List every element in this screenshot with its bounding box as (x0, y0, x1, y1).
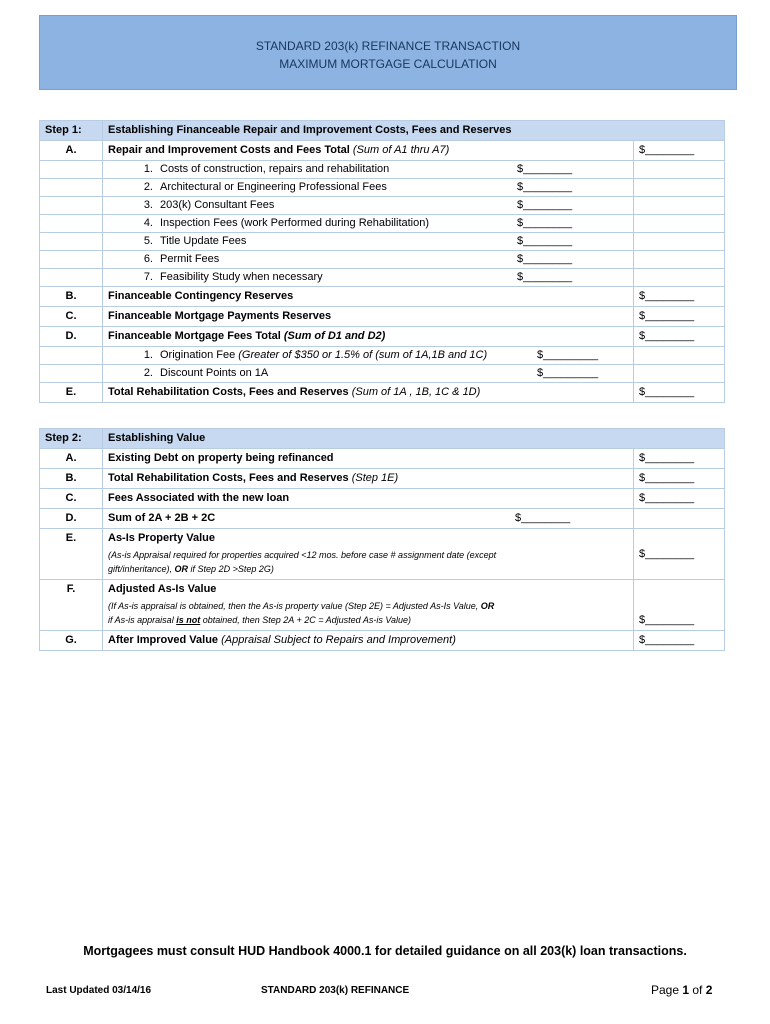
a-items-list (40, 161, 725, 287)
step-title: Establishing Value (103, 429, 725, 449)
row-label: As-Is Property Value (As-is Appraisal required for properties acquired <12 mos. before case # assignment date (except gift/inheritance), OR if Step 2D >Step 2G) (103, 529, 634, 580)
row-label: Financeable Mortgage Payments Reserves (103, 307, 634, 327)
amount-field[interactable]: $_________ (537, 367, 599, 379)
amount-field[interactable]: $________ (517, 163, 573, 175)
list-item (40, 161, 725, 179)
sub-item (103, 251, 634, 269)
header-title: STANDARD 203(k) REFINANCE TRANSACTION (255, 39, 521, 53)
row-letter: E. (40, 529, 103, 580)
item-number: 2. (143, 181, 153, 193)
step2-header-row (40, 429, 725, 449)
step-label: Step 2: (40, 429, 103, 449)
empty-cell (40, 215, 103, 233)
row-letter: G. (40, 631, 103, 651)
table-row (40, 383, 725, 403)
empty-cell (634, 197, 725, 215)
page-number: Page 1 of 2 (651, 983, 713, 997)
amount-field[interactable]: $________ (634, 469, 725, 489)
amount-field[interactable]: $________ (517, 199, 573, 211)
footer-doc-name: STANDARD 203(k) REFINANCE (261, 985, 410, 996)
empty-cell (40, 233, 103, 251)
d-items-list (40, 347, 725, 383)
row-letter: B. (40, 287, 103, 307)
row-label: Adjusted As-Is Value (If As-is appraisal is obtained, then the As-is property value (Step 2E) = Adjusted As-Is Value, OR if As-is appraisal is not obtained, then Step 2A + 2C = Adjusted As-is Value) (103, 580, 634, 631)
header-subtitle: MAXIMUM MORTGAGE CALCULATION (279, 57, 497, 71)
table-row (40, 327, 725, 347)
amount-field[interactable]: $________ (634, 489, 725, 509)
sub-item (103, 365, 634, 383)
item-label: 203(k) Consultant Fees (160, 199, 275, 211)
empty-cell (40, 251, 103, 269)
table-row (40, 580, 725, 631)
row-label: Total Rehabilitation Costs, Fees and Reserves (Step 1E) (103, 469, 634, 489)
row-label: After Improved Value (Appraisal Subject to Repairs and Improvement) (103, 631, 634, 651)
empty-cell (634, 509, 725, 529)
row-letter: A. (40, 449, 103, 469)
row-label: Sum of 2A + 2B + 2C $________ (103, 509, 634, 529)
step1-table (39, 120, 725, 403)
row-letter: D. (40, 509, 103, 529)
item-number: 6. (143, 253, 153, 265)
row-label: Existing Debt on property being refinanced (103, 449, 634, 469)
row-letter: B. (40, 469, 103, 489)
item-number: 2. (143, 367, 153, 379)
amount-field[interactable]: $________ (517, 253, 573, 265)
list-item (40, 269, 725, 287)
step-label: Step 1: (40, 121, 103, 141)
item-label: Feasibility Study when necessary (160, 271, 323, 283)
item-number: 3. (143, 199, 153, 211)
item-label: Costs of construction, repairs and rehabilitation (160, 163, 390, 175)
step-title: Establishing Financeable Repair and Improvement Costs, Fees and Reserves (103, 121, 725, 141)
footer-guidance-note: Mortgagees must consult HUD Handbook 4000.1 for detailed guidance on all 203(k) loan transactions. (83, 944, 687, 958)
last-updated: Last Updated 03/14/16 (46, 985, 152, 996)
list-item (40, 251, 725, 269)
amount-field[interactable]: $________ (515, 512, 571, 524)
empty-cell (634, 161, 725, 179)
row-label: Fees Associated with the new loan (103, 489, 634, 509)
header-banner (39, 15, 737, 90)
item-number: 4. (143, 217, 153, 229)
amount-field[interactable]: $________ (634, 449, 725, 469)
item-label: Discount Points on 1A (160, 367, 269, 379)
empty-cell (40, 269, 103, 287)
step2-table (39, 428, 725, 651)
table-row (40, 469, 725, 489)
empty-cell (634, 269, 725, 287)
amount-field[interactable]: $________ (634, 383, 725, 403)
row-label: Repair and Improvement Costs and Fees Total (Sum of A1 thru A7) (103, 141, 634, 161)
sub-item (103, 161, 634, 179)
amount-field[interactable]: $________ (634, 529, 725, 580)
item-number: 7. (143, 271, 153, 283)
amount-field[interactable]: $________ (517, 181, 573, 193)
table-row (40, 631, 725, 651)
empty-cell (634, 347, 725, 365)
empty-cell (634, 179, 725, 197)
list-item (40, 233, 725, 251)
amount-field[interactable]: $________ (634, 287, 725, 307)
amount-field[interactable]: $________ (634, 307, 725, 327)
table-row (40, 509, 725, 529)
empty-cell (40, 197, 103, 215)
amount-field[interactable]: $________ (634, 327, 725, 347)
empty-cell (634, 233, 725, 251)
row-letter: C. (40, 307, 103, 327)
empty-cell (634, 215, 725, 233)
empty-cell (40, 179, 103, 197)
table-row (40, 489, 725, 509)
item-label: Permit Fees (160, 253, 220, 265)
item-label: Title Update Fees (160, 235, 247, 247)
row-label: Financeable Mortgage Fees Total (Sum of D1 and D2) (103, 327, 634, 347)
sub-item (103, 215, 634, 233)
item-number: 1. (143, 163, 153, 175)
amount-field[interactable]: $________ (634, 141, 725, 161)
table-row (40, 449, 725, 469)
empty-cell (40, 347, 103, 365)
table-row (40, 287, 725, 307)
amount-field[interactable]: $________ (634, 631, 725, 651)
row-letter: C. (40, 489, 103, 509)
table-row (40, 529, 725, 580)
item-number: 1. (143, 349, 153, 361)
amount-field[interactable]: $________ (634, 580, 725, 631)
row-letter: D. (40, 327, 103, 347)
sub-item (103, 179, 634, 197)
empty-cell (634, 365, 725, 383)
list-item (40, 365, 725, 383)
amount-field[interactable]: $________ (517, 235, 573, 247)
sub-item (103, 197, 634, 215)
sub-item (103, 269, 634, 287)
empty-cell (634, 251, 725, 269)
row-label: Financeable Contingency Reserves (103, 287, 634, 307)
row-letter: F. (40, 580, 103, 631)
row-letter: E. (40, 383, 103, 403)
list-item (40, 215, 725, 233)
item-label: Origination Fee (Greater of $350 or 1.5% of (sum of 1A,1B and 1C) (160, 349, 488, 361)
amount-field[interactable]: $________ (517, 271, 573, 283)
list-item (40, 197, 725, 215)
row-letter: A. (40, 141, 103, 161)
step1-header-row (40, 121, 725, 141)
row-label: Total Rehabilitation Costs, Fees and Reserves (Sum of 1A , 1B, 1C & 1D) (103, 383, 634, 403)
list-item (40, 347, 725, 365)
empty-cell (40, 365, 103, 383)
sub-item (103, 233, 634, 251)
item-label: Architectural or Engineering Professional Fees (160, 181, 387, 193)
table-row (40, 141, 725, 161)
amount-field[interactable]: $________ (517, 217, 573, 229)
item-label: Inspection Fees (work Performed during Rehabilitation) (160, 217, 430, 229)
item-number: 5. (143, 235, 153, 247)
table-row (40, 307, 725, 327)
list-item (40, 179, 725, 197)
amount-field[interactable]: $_________ (537, 349, 599, 361)
empty-cell (40, 161, 103, 179)
sub-item (103, 347, 634, 365)
